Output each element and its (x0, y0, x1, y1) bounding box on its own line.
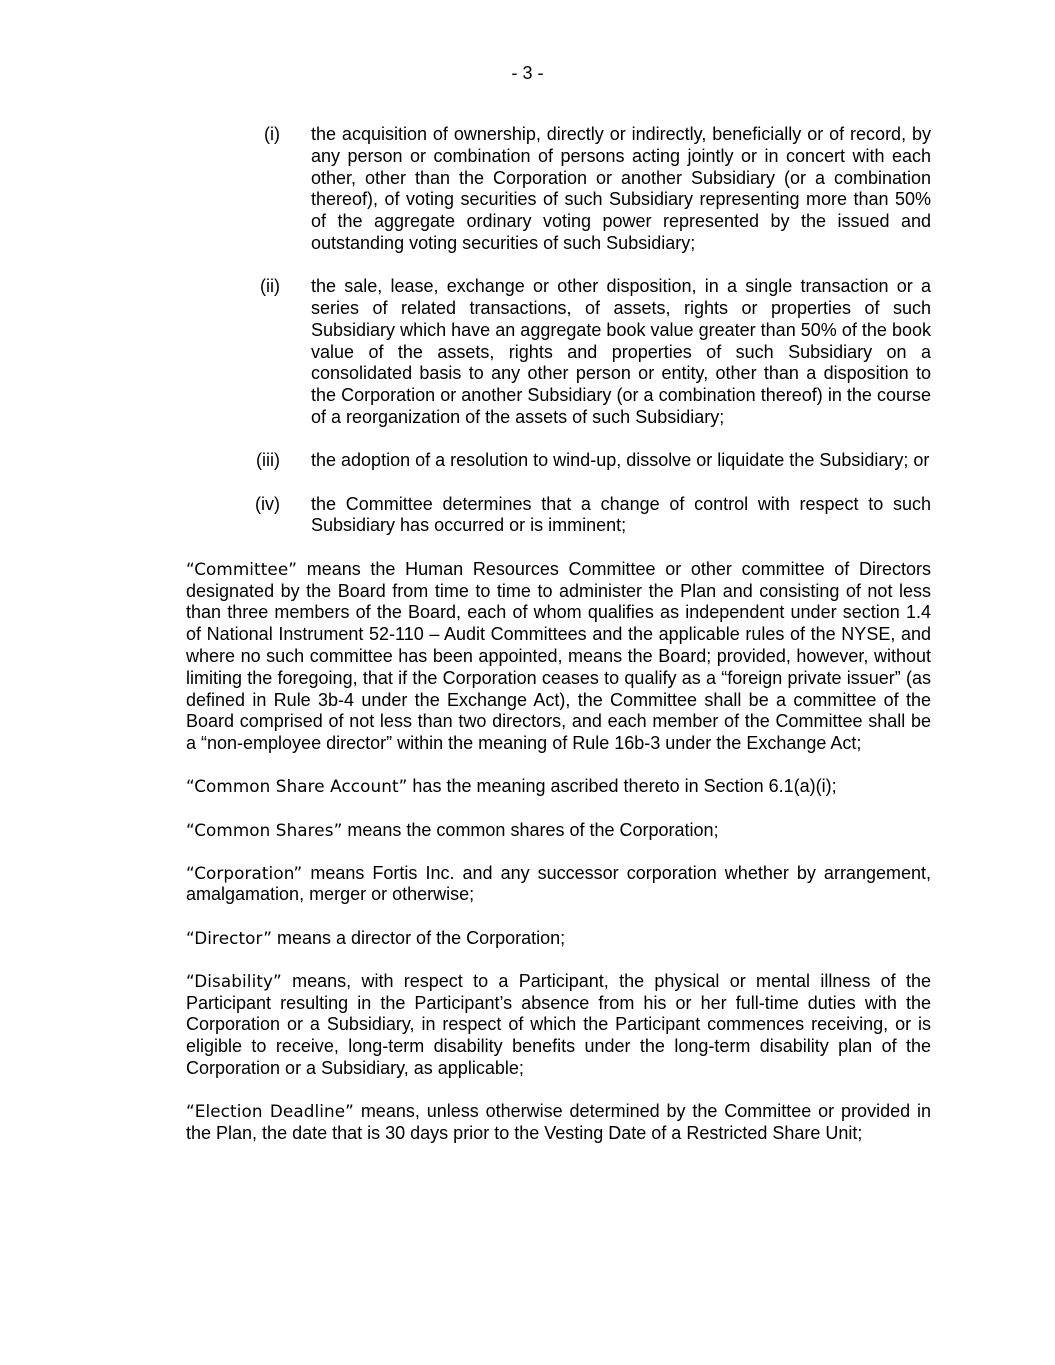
definition-text: means the common shares of the Corporation; (342, 819, 719, 840)
definition-text: means, with respect to a Participant, the physical or mental illness of the Participant resulting in the Participant’s absence from his or her full-time duties with the Corporation or a Subsidiary, in respect of which the Participant commences receiving, or is eligible to receive, long-term disability benefits under the long-term disability plan of the Corporation or a Subsidiary, as applicable; (186, 970, 931, 1079)
defined-term: “Common Shares” (186, 819, 343, 840)
definition-text: means a director of the Corporation; (272, 927, 566, 948)
definition-common-share-account (186, 776, 931, 798)
sub-item-iv (186, 494, 931, 538)
sub-item-iii (186, 450, 931, 472)
definition-common-shares (186, 820, 931, 842)
sub-item-label: (iv) (255, 493, 280, 514)
definition-text: means the Human Resources Committee or other committee of Directors designated by the Board from time to time to administer the Plan and consisting of not less than three members of the Board, each of whom qualifies as independent under section 1.4 of National Instrument 52-110 – Audit Committees and the applicable rules of the NYSE, and where no such committee has been appointed, means the Board; provided, however, without limiting the foregoing, that if the Corporation ceases to qualify as a “foreign private issuer” (as defined in Rule 3b-4 under the Exchange Act), the Committee shall be a committee of the Board comprised of not less than two directors, and each member of the Committee shall be a “non-employee director” within the meaning of Rule 16b-3 under the Exchange Act; (186, 558, 931, 754)
sub-item-i (186, 124, 931, 255)
sub-item-text: the sale, lease, exchange or other disposition, in a single transaction or a series of related transactions, of assets, rights or properties of such Subsidiary which have an aggregate book value greater than 50% of the book value of the assets, rights and properties of such Subsidiary on a consolidated basis to any other person or entity, other than a disposition to the Corporation or another Subsidiary (or a combination thereof) in the course of a reorganization of the assets of such Subsidiary; (311, 276, 931, 428)
definition-election-deadline (186, 1101, 931, 1145)
definition-committee (186, 559, 931, 755)
sub-item-label: (i) (264, 124, 280, 144)
sub-item-label: (ii) (260, 276, 280, 297)
defined-term: “Disability” (186, 970, 282, 991)
definition-director (186, 928, 931, 950)
defined-term: “Common Share Account” (186, 776, 408, 797)
document-body (186, 124, 931, 1166)
defined-term: “Corporation” (186, 862, 303, 883)
sub-item-text: the Committee determines that a change of control with respect to such Subsidiary has occurred or is imminent; (311, 493, 931, 536)
defined-term: “Director” (186, 927, 272, 948)
definition-corporation (186, 863, 931, 907)
definition-disability (186, 971, 931, 1080)
definition-text: means, unless otherwise determined by the Committee or provided in the Plan, the date that is 30 days prior to the Vesting Date of a Restricted Share Unit; (186, 1101, 931, 1144)
page-number: - 3 - (511, 63, 544, 83)
sub-item-text: the adoption of a resolution to wind-up, dissolve or liquidate the Subsidiary; or (311, 450, 930, 471)
definition-text: means Fortis Inc. and any successor corporation whether by arrangement, amalgamation, merger or otherwise; (186, 862, 931, 905)
sub-item-ii (186, 276, 931, 429)
defined-term: “Election Deadline” (186, 1101, 354, 1122)
sub-item-text: the acquisition of ownership, directly or indirectly, beneficially or of record, by any person or combination of persons acting jointly or in concert with each other, other than the Corporation or another Subsidiary (or a combination thereof), of voting securities of such Subsidiary representing more than 50% of the aggregate ordinary voting power represented by the issued and outstanding voting securities of such Subsidiary; (311, 124, 931, 253)
definition-text: has the meaning ascribed thereto in Section 6.1(a)(i); (407, 776, 837, 797)
defined-term: “Committee” (186, 558, 298, 579)
sub-item-label: (iii) (256, 450, 280, 471)
